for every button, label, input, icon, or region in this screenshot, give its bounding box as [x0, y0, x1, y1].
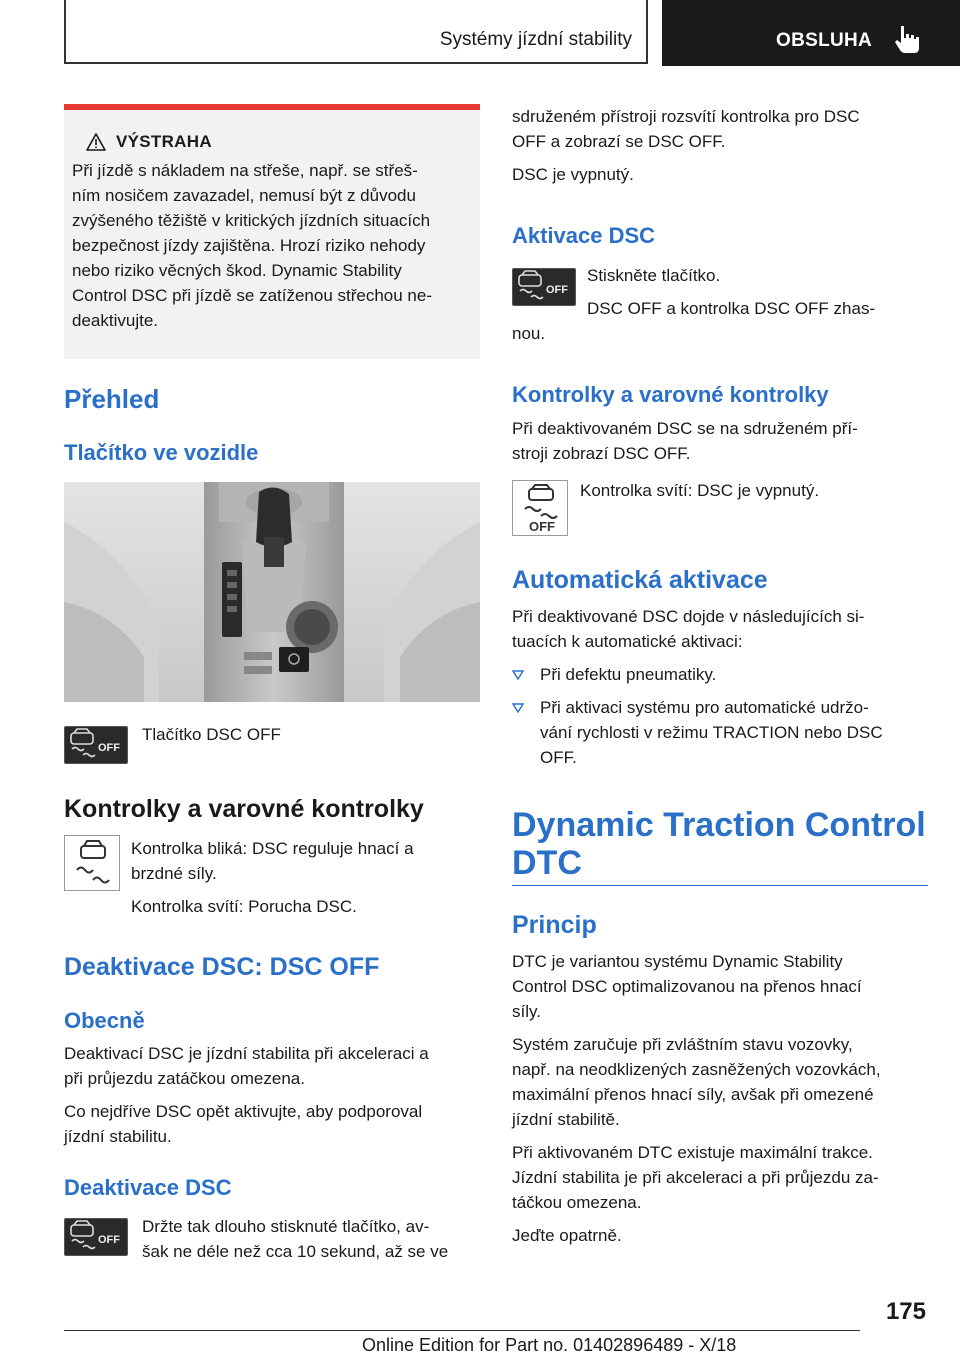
button-off-label: OFF: [98, 1234, 120, 1246]
warning-line: ním nosičem zavazadel, nemusí být z důvodu: [72, 186, 416, 205]
warning-title: VÝSTRAHA: [116, 132, 212, 151]
dsc-off-button-icon: [64, 726, 128, 764]
footer-edition: Online Edition for Part no. 01402896489 - X/18: [362, 1335, 737, 1355]
chapter-title-dtc: [512, 806, 928, 882]
text-line: Držte tak dlouho stisknuté tlačítko, av-: [142, 1217, 430, 1236]
heading-princip: Princip: [512, 911, 597, 939]
dsc-off-button-icon: [64, 1218, 128, 1256]
warning-box: [64, 104, 480, 359]
dsc-off-button-icon: [512, 268, 576, 306]
heading-obecne: Obecně: [64, 1008, 145, 1033]
text-line: Deaktivací DSC je jízdní stabilita při akceleraci a: [64, 1044, 429, 1063]
heading-deaktivace-dsc-off: Deaktivace DSC: DSC OFF: [64, 953, 380, 981]
text-line: Control DSC optimalizovanou na přenos hnací: [512, 977, 862, 996]
text-line: jízdní stabilitu.: [64, 1127, 172, 1146]
text-line: šak ne déle než cca 10 sekund, až se ve: [142, 1242, 449, 1261]
heading-tlacitko: Tlačítko ve vozidle: [64, 440, 259, 465]
warning-line: Při jízdě s nákladem na střeše, např. se střeš-: [72, 161, 418, 180]
bullet-text: OFF.: [540, 748, 577, 767]
list-item: [512, 695, 928, 770]
button-off-label: OFF: [546, 284, 568, 296]
princip-text: [512, 949, 928, 1248]
chapter-title-line: Dynamic Traction Control: [512, 806, 926, 844]
text-line: OFF a zobrazí se DSC OFF.: [512, 132, 726, 151]
bullet-text: vání rychlosti v režimu TRACTION nebo DSC: [540, 723, 883, 742]
warning-line: deaktivujte.: [72, 311, 158, 330]
page-number: 175: [885, 1298, 926, 1325]
warning-line: zvýšeného těžiště v kritických jízdních situacích: [72, 211, 431, 230]
text-line: Systém zaručuje při zvláštním stavu vozovky,: [512, 1035, 853, 1054]
text-line: nou.: [512, 324, 546, 343]
text-line: táčkou omezena.: [512, 1193, 642, 1212]
header-section-box: [64, 0, 648, 64]
obecne-text: [64, 1041, 480, 1149]
text-line: Při deaktivované DSC dojde v následujících si-: [512, 607, 865, 626]
heading-prehled: Přehled: [64, 384, 160, 414]
list-item: [512, 662, 928, 687]
dsc-off-lamp-icon: [512, 480, 568, 536]
vehicle-console-photo: [64, 482, 480, 702]
header-section-title: Systémy jízdní stability: [439, 29, 632, 50]
text-line: Stiskněte tlačítko.: [587, 266, 721, 285]
text-line: Jeďte opatrně.: [512, 1226, 622, 1245]
header-chapter-box: [662, 0, 960, 66]
warning-triangle-icon: [86, 133, 106, 151]
bullet-triangle-icon: [512, 703, 524, 713]
warning-text: [72, 158, 470, 333]
text-line: maximální přenos hnací síly, avšak při omezené: [512, 1085, 874, 1104]
text-line: tuacích k automatické aktivaci:: [512, 632, 743, 651]
kontrolky-left-text: [131, 836, 414, 919]
text-line: brzdné síly.: [131, 864, 217, 883]
text-line: Jízdní stabilita je při akceleraci a při průjezdu za-: [512, 1168, 879, 1187]
dsc-warning-lamp-icon: [64, 835, 120, 891]
text-line: sdruženém přístroji rozsvítí kontrolka pro DSC: [512, 107, 860, 126]
text-line: Kontrolka bliká: DSC reguluje hnací a: [131, 839, 414, 858]
button-off-label: OFF: [98, 742, 120, 754]
text-line: stroji zobrazí DSC OFF.: [512, 444, 691, 463]
text-line: DSC je vypnutý.: [512, 165, 634, 184]
bullet-list: [512, 662, 928, 770]
lamp-caption: Kontrolka svítí: DSC je vypnutý.: [580, 481, 820, 500]
text-line: Kontrolka svítí: Porucha DSC.: [131, 897, 357, 916]
header-chapter-title: OBSLUHA: [776, 30, 873, 51]
bullet-text: Při defektu pneumatiky.: [540, 665, 717, 684]
warning-line: Control DSC při jízdě se zatíženou střechou ne-: [72, 286, 433, 305]
heading-deaktivace-dsc: Deaktivace DSC: [64, 1175, 232, 1200]
heading-aktivace: Aktivace DSC: [512, 223, 656, 248]
text-line: DSC OFF a kontrolka DSC OFF zhas-: [587, 299, 876, 318]
chapter-divider: [512, 885, 928, 886]
bullet-triangle-icon: [512, 670, 524, 680]
heading-automaticka-aktivace: Automatická aktivace: [512, 566, 768, 594]
text-line: DTC je variantou systému Dynamic Stability: [512, 952, 843, 971]
warning-line: nebo riziko věcných škod. Dynamic Stability: [72, 261, 402, 280]
text-line: Při aktivovaném DTC existuje maximální trakce.: [512, 1143, 873, 1162]
warning-line: bezpečnost jízdy zajištěna. Hrozí riziko nehody: [72, 236, 426, 255]
kontrolky-right-text: [512, 416, 928, 466]
footer-divider: [64, 1330, 860, 1331]
heading-kontrolky-left: Kontrolky a varovné kontrolky: [64, 795, 424, 823]
button-caption: Tlačítko DSC OFF: [142, 725, 281, 744]
text-line: jízdní stabilitě.: [512, 1110, 620, 1129]
lamp-off-label: OFF: [529, 519, 555, 534]
text-line: síly.: [512, 1002, 541, 1021]
bullet-text: Při aktivaci systému pro automatické udržo-: [540, 698, 869, 717]
text-line: Při deaktivovaném DSC se na sdruženém pří-: [512, 419, 858, 438]
heading-kontrolky-right: Kontrolky a varovné kontrolky: [512, 382, 829, 407]
aktivace-text: [587, 263, 875, 321]
deaktivace-text: [142, 1214, 448, 1264]
automaticka-text: [512, 604, 928, 654]
text-line: např. na neodklizených zasněžených vozovkách,: [512, 1060, 881, 1079]
chapter-title-line: DTC: [512, 844, 582, 882]
pointing-hand-icon: [894, 24, 920, 54]
text-line: Co nejdříve DSC opět aktivujte, aby podporoval: [64, 1102, 423, 1121]
text-line: při průjezdu zatáčkou omezena.: [64, 1069, 305, 1088]
continuation-text: [512, 104, 928, 187]
